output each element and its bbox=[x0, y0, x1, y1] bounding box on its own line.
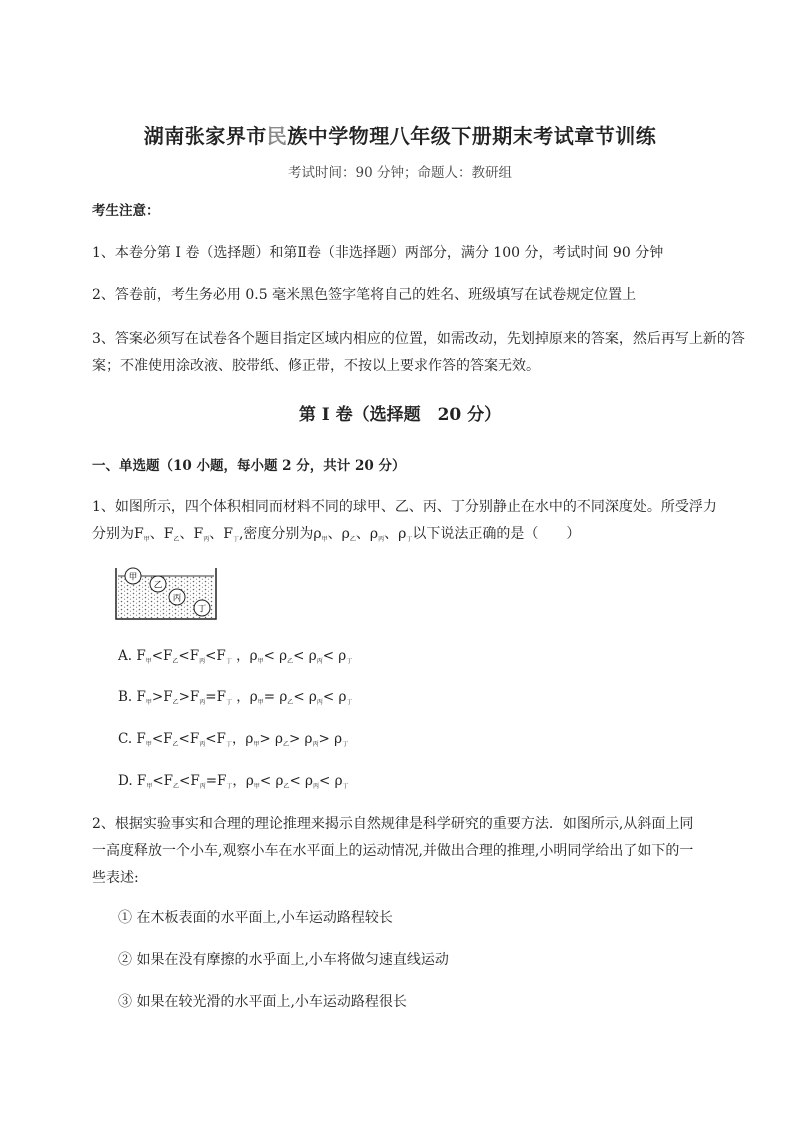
ball-label-bing: 丙 bbox=[172, 593, 182, 604]
q1-option-b[interactable]: B. $F_甲>F_乙>F_丙=F_丁$ ，$\rho_甲= \rho_乙< \rho_丙< \rho_丁$ bbox=[118, 689, 353, 706]
notice-item-1: 1、本卷分第 I 卷（选择题）和第Ⅱ卷（非选择题）两部分，满分 100 分，考试时间 90 分钟 bbox=[92, 245, 664, 261]
notice-item-3: 3、答案必须写在试卷各个题目指定区域内相应的位置，如需改动，先划掉原来的答案，然后再写上新的答案；不准使用涂改液、胶带纸、修正带，不按以上要求作答的答案无效。 bbox=[92, 331, 745, 374]
title-part2: 族中学物理八年级下册期末考试章节训练 bbox=[287, 124, 657, 148]
notice-heading: 考生注意： bbox=[92, 203, 160, 219]
q2-text-line1: 2、根据实验事实和合理的理论推理来揭示自然规律是科学研究的重要方法．如图所示,从斜面上同 bbox=[92, 816, 694, 832]
ball-label-ding: 丁 bbox=[197, 604, 207, 615]
notice-item-2: 2、答卷前，考生务必用 0.5 毫米黑色签字笔将自己的姓名、班级填写在试卷规定位置上 bbox=[92, 287, 637, 303]
q2-statement-1: ① 在木板表面的水平面上,小车运动路程较长 bbox=[118, 910, 393, 926]
ball-label-jia: 甲 bbox=[128, 572, 138, 583]
ball-ding bbox=[194, 600, 210, 616]
exam-subtitle: 考试时间：90 分钟；命题人：教研组 bbox=[288, 165, 512, 181]
q1-text-line2: 分别为$F_甲$、$F_乙$、$F_丙$、$F_丁$,密度分别为$\rho_甲$、$\rho_乙$、$\rho_丙$、$\rho_丁$以下说法正确的是（ ） bbox=[92, 526, 581, 543]
part-heading: 一、单选题（10 小题，每小题 2 分，共计 20 分） bbox=[92, 458, 406, 474]
q1-option-c[interactable]: C. $F_甲<F_乙<F_丙<F_丁$，$\rho_甲> \rho_乙> \rho_丙> \rho_丁$ bbox=[118, 731, 349, 748]
q2-text-line3: 些表述: bbox=[92, 870, 139, 886]
q2-statement-2: ② 如果在没有摩擦的水乎面上,小车将做匀速直线运动 bbox=[118, 952, 449, 968]
q2-statement-3: ③ 如果在较光滑的水平面上,小车运动路程很长 bbox=[118, 994, 407, 1010]
page-title bbox=[0, 120, 800, 149]
title-highlight: 民 bbox=[266, 124, 288, 148]
q1-text-line1: 1、如图所示，四个体积相同而材料不同的球甲、乙、丙、丁分别静止在水中的不同深度处。所受浮力 bbox=[92, 499, 717, 515]
ball-jia bbox=[125, 568, 141, 584]
q2-text-line2: 一高度释放一个小车,观察小车在水平面上的运动情况,并做出合理的推理,小明同学给出了如下的一 bbox=[92, 843, 694, 859]
water-container-figure bbox=[114, 564, 220, 626]
q1-option-d[interactable]: D. $F_甲<F_乙<F_丙=F_丁$，$\rho_甲< \rho_乙< \rho_丙< \rho_丁$ bbox=[118, 773, 349, 790]
title-part1: 湖南张家界市 bbox=[143, 124, 267, 148]
ball-label-yi: 乙 bbox=[153, 580, 163, 591]
q1-option-a[interactable]: A. $F_甲<F_乙<F_丙<F_丁$ ，$\rho_甲< \rho_乙< \rho_丙< \rho_丁$ bbox=[118, 648, 353, 665]
ball-bing bbox=[169, 589, 185, 605]
section-title: 第 I 卷（选择题 20 分） bbox=[298, 405, 502, 425]
ball-yi bbox=[150, 576, 166, 592]
